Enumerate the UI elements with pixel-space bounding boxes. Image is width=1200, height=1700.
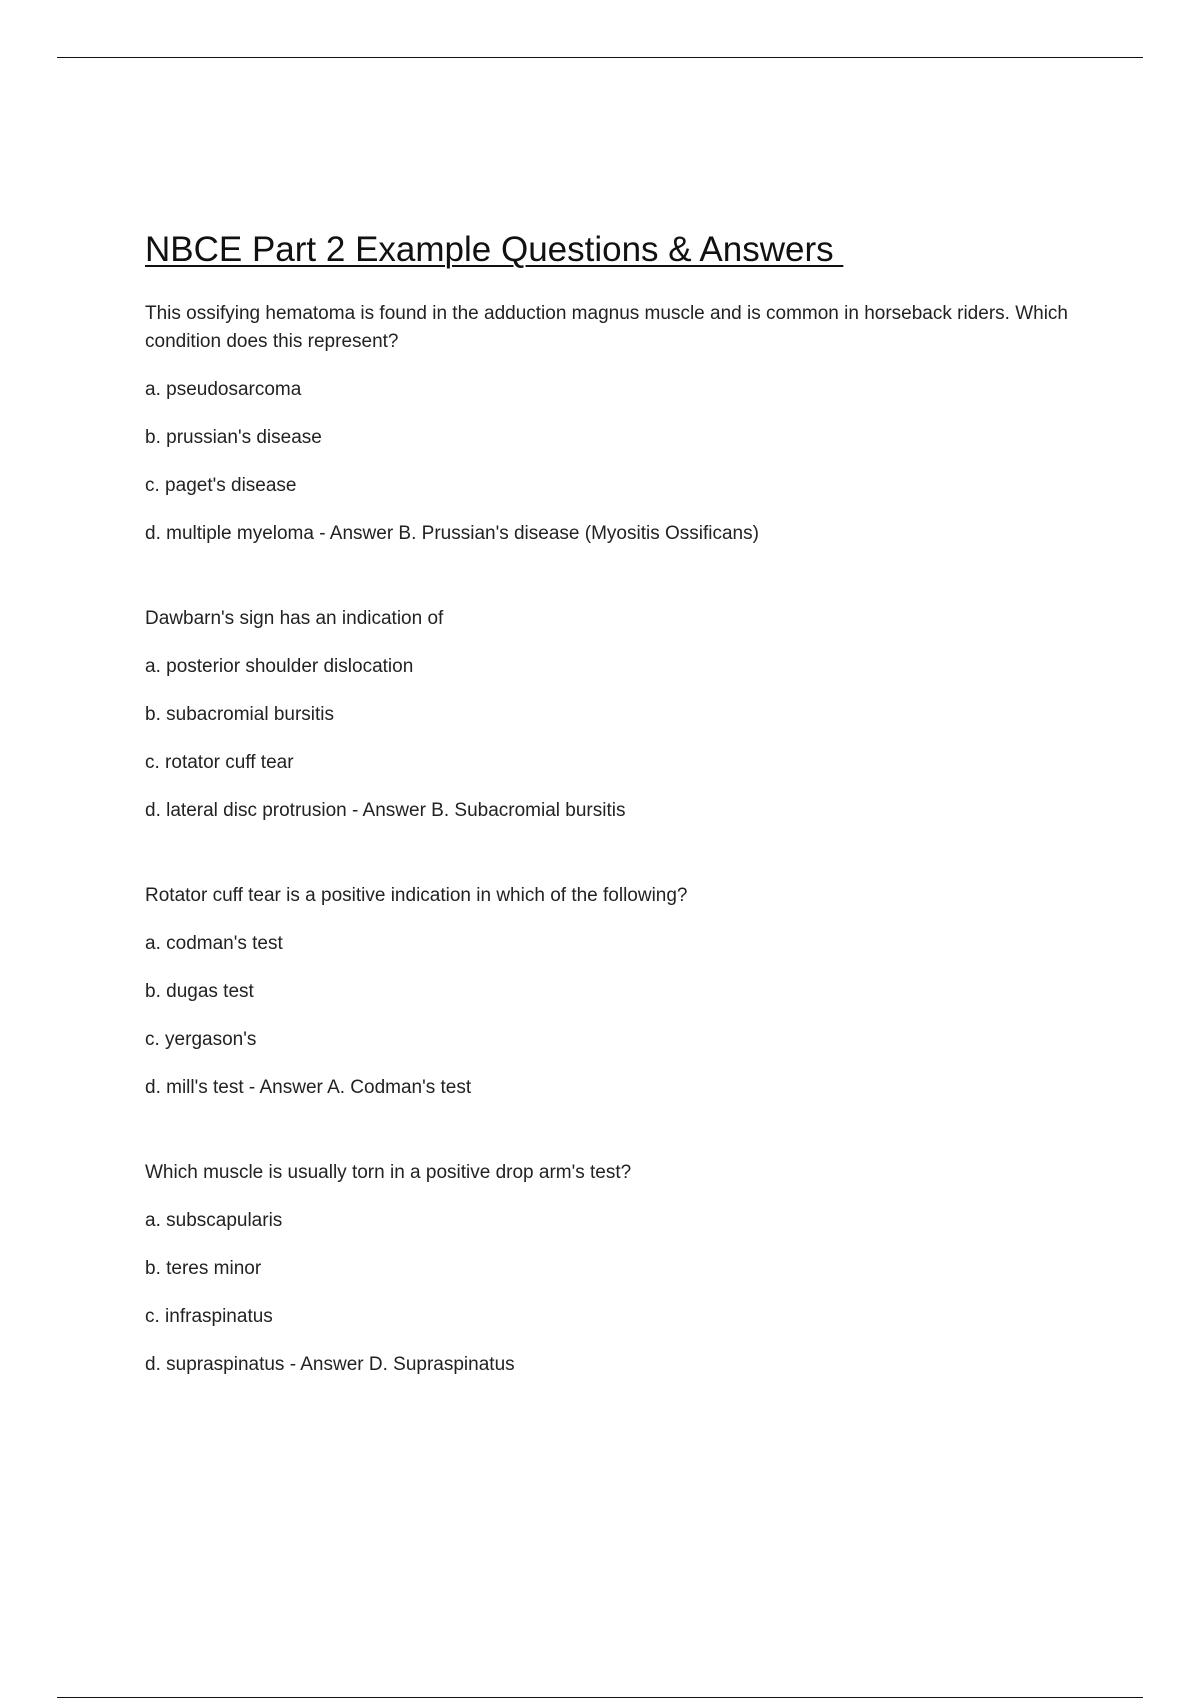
question-block-3 <box>145 882 1075 1102</box>
answer-option-c: c. yergason's <box>145 1029 257 1050</box>
answer-option-b: b. prussian's disease <box>145 427 322 448</box>
answer-option-d: d. supraspinatus - Answer D. Supraspinatus <box>145 1354 515 1375</box>
question-text: This ossifying hematoma is found in the adduction magnus muscle and is common in horseback riders. Which condition does this represent? <box>145 303 1068 352</box>
question-block-1 <box>145 300 1075 548</box>
question-text: Which muscle is usually torn in a positive drop arm's test? <box>145 1162 632 1183</box>
document-body <box>145 224 1075 1436</box>
answer-option-d: d. multiple myeloma - Answer B. Prussian's disease (Myositis Ossificans) <box>145 523 759 544</box>
document-title: NBCE Part 2 Example Questions & Answers <box>145 230 844 269</box>
header-rule <box>57 57 1143 58</box>
question-text: Rotator cuff tear is a positive indication in which of the following? <box>145 885 688 906</box>
answer-option-c: c. rotator cuff tear <box>145 752 294 773</box>
question-text: Dawbarn's sign has an indication of <box>145 608 444 629</box>
answer-option-a: a. posterior shoulder dislocation <box>145 656 414 677</box>
answer-option-c: c. infraspinatus <box>145 1306 273 1327</box>
answer-option-b: b. subacromial bursitis <box>145 704 335 725</box>
answer-option-d: d. mill's test - Answer A. Codman's test <box>145 1077 472 1098</box>
answer-option-c: c. paget's disease <box>145 475 297 496</box>
answer-option-a: a. codman's test <box>145 933 283 954</box>
question-block-4 <box>145 1159 1075 1379</box>
answer-option-a: a. subscapularis <box>145 1210 283 1231</box>
answer-option-d: d. lateral disc protrusion - Answer B. Subacromial bursitis <box>145 800 626 821</box>
answer-option-b: b. dugas test <box>145 981 254 1002</box>
answer-option-b: b. teres minor <box>145 1258 262 1279</box>
answer-option-a: a. pseudosarcoma <box>145 379 302 400</box>
footer-rule <box>57 1697 1143 1698</box>
question-block-2 <box>145 605 1075 825</box>
